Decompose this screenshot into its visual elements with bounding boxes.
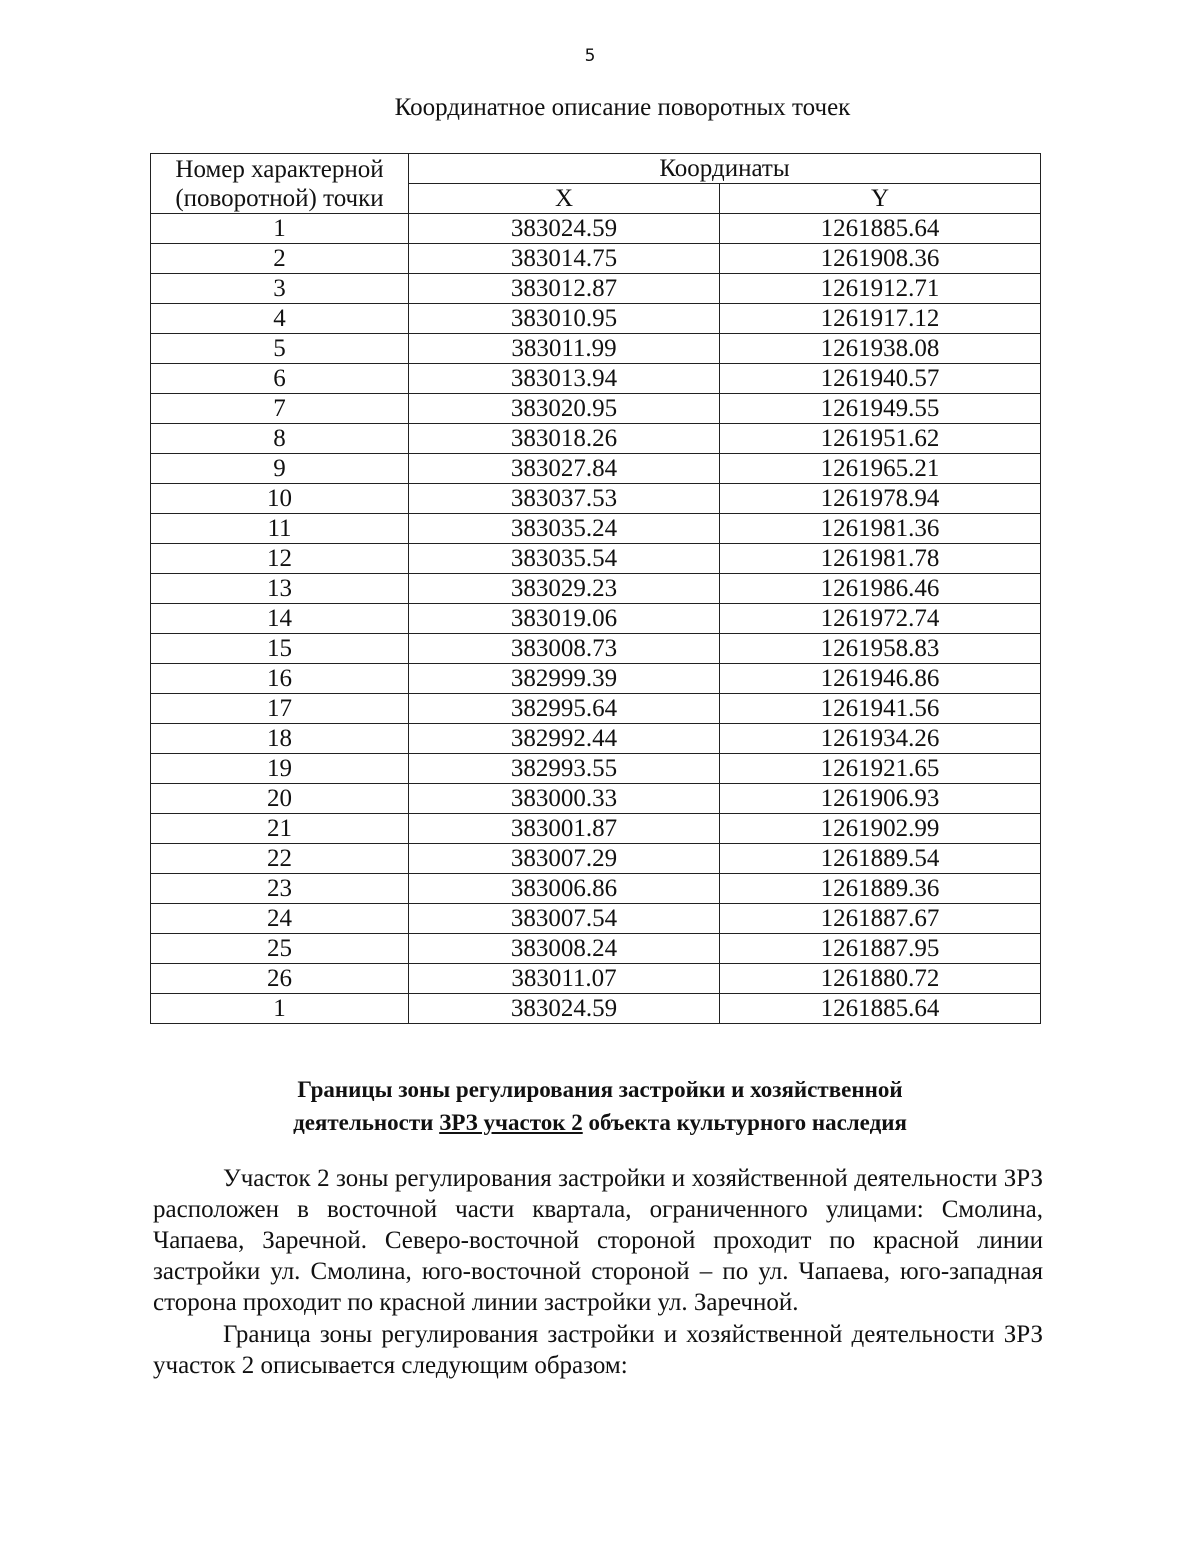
cell-x: 383027.84: [409, 454, 720, 484]
cell-point: 10: [151, 484, 409, 514]
cell-x: 383024.59: [409, 994, 720, 1024]
cell-x: 382993.55: [409, 754, 720, 784]
table-row: [151, 274, 1041, 304]
cell-x: 383007.54: [409, 904, 720, 934]
cell-y: 1261885.64: [720, 994, 1041, 1024]
cell-point: 1: [151, 994, 409, 1024]
table-row: [151, 394, 1041, 424]
cell-point: 5: [151, 334, 409, 364]
table-row: [151, 604, 1041, 634]
table-row: [151, 754, 1041, 784]
header-point-number: Номер характерной (поворотной) точки: [151, 154, 409, 214]
cell-x: 383011.99: [409, 334, 720, 364]
table-row: [151, 424, 1041, 454]
cell-point: 22: [151, 844, 409, 874]
page-number: 5: [584, 46, 596, 66]
cell-x: 383014.75: [409, 244, 720, 274]
table-row: [151, 364, 1041, 394]
cell-point: 3: [151, 274, 409, 304]
cell-y: 1261906.93: [720, 784, 1041, 814]
cell-point: 14: [151, 604, 409, 634]
cell-x: 382995.64: [409, 694, 720, 724]
cell-y: 1261889.36: [720, 874, 1041, 904]
section-heading-line1: Границы зоны регулирования застройки и хозяйственной: [297, 1077, 903, 1102]
cell-point: 18: [151, 724, 409, 754]
cell-y: 1261885.64: [720, 214, 1041, 244]
cell-point: 6: [151, 364, 409, 394]
cell-point: 9: [151, 454, 409, 484]
cell-x: 383000.33: [409, 784, 720, 814]
table-title: Координатное описание поворотных точек: [394, 94, 851, 121]
cell-y: 1261981.78: [720, 544, 1041, 574]
cell-y: 1261978.94: [720, 484, 1041, 514]
paragraph: Граница зоны регулирования застройки и хозяйственной деятельности ЗРЗ участок 2 описывается следующим образом:: [153, 1321, 1043, 1379]
cell-x: 382999.39: [409, 664, 720, 694]
cell-x: 383018.26: [409, 424, 720, 454]
table-row: [151, 844, 1041, 874]
cell-point: 2: [151, 244, 409, 274]
cell-x: 383035.24: [409, 514, 720, 544]
cell-point: 19: [151, 754, 409, 784]
table-row: [151, 964, 1041, 994]
cell-y: 1261940.57: [720, 364, 1041, 394]
cell-x: 383020.95: [409, 394, 720, 424]
section-heading-zone-name: ЗРЗ участок 2: [439, 1110, 583, 1135]
cell-x: 383007.29: [409, 844, 720, 874]
cell-point: 11: [151, 514, 409, 544]
cell-point: 26: [151, 964, 409, 994]
cell-y: 1261917.12: [720, 304, 1041, 334]
cell-point: 16: [151, 664, 409, 694]
cell-x: 383024.59: [409, 214, 720, 244]
table-row: [151, 454, 1041, 484]
table-row: [151, 574, 1041, 604]
cell-y: 1261972.74: [720, 604, 1041, 634]
cell-x: 383011.07: [409, 964, 720, 994]
cell-point: 17: [151, 694, 409, 724]
cell-y: 1261958.83: [720, 634, 1041, 664]
cell-point: 7: [151, 394, 409, 424]
header-x: X: [409, 184, 720, 214]
cell-point: 24: [151, 904, 409, 934]
paragraph: Участок 2 зоны регулирования застройки и хозяйственной деятельности ЗРЗ расположен в восточной части квартала, ограниченного улицами: Смолина, Чапаева, Заречной. Северо-восточной стороной проходит по красной линии застройки ул. Смолина, юго-восточной стороной – по ул. Чапаева, юго-западная сторона проходит по красной линии застройки ул. Заречной.: [153, 1165, 1043, 1316]
cell-x: 383006.86: [409, 874, 720, 904]
table-row: [151, 694, 1041, 724]
cell-y: 1261938.08: [720, 334, 1041, 364]
table-row: [151, 814, 1041, 844]
cell-point: 12: [151, 544, 409, 574]
table-row: [151, 784, 1041, 814]
cell-point: 21: [151, 814, 409, 844]
coordinates-table: [150, 153, 1041, 1024]
table-row: [151, 214, 1041, 244]
cell-y: 1261887.95: [720, 934, 1041, 964]
table-row: [151, 934, 1041, 964]
cell-point: 23: [151, 874, 409, 904]
cell-x: 382992.44: [409, 724, 720, 754]
cell-y: 1261949.55: [720, 394, 1041, 424]
cell-point: 8: [151, 424, 409, 454]
body-text: [153, 1163, 1043, 1381]
cell-x: 383035.54: [409, 544, 720, 574]
cell-y: 1261902.99: [720, 814, 1041, 844]
cell-y: 1261986.46: [720, 574, 1041, 604]
cell-x: 383008.24: [409, 934, 720, 964]
cell-x: 383029.23: [409, 574, 720, 604]
table-body: [151, 214, 1041, 1024]
cell-y: 1261981.36: [720, 514, 1041, 544]
table-row: [151, 874, 1041, 904]
cell-y: 1261908.36: [720, 244, 1041, 274]
table-row: [151, 724, 1041, 754]
table-row: [151, 304, 1041, 334]
header-y: Y: [720, 184, 1041, 214]
table-row: [151, 664, 1041, 694]
cell-y: 1261889.54: [720, 844, 1041, 874]
header-coordinates: Координаты: [409, 154, 1041, 184]
table-row: [151, 514, 1041, 544]
table-row: [151, 994, 1041, 1024]
cell-y: 1261912.71: [720, 274, 1041, 304]
cell-y: 1261946.86: [720, 664, 1041, 694]
cell-y: 1261941.56: [720, 694, 1041, 724]
cell-x: 383008.73: [409, 634, 720, 664]
cell-y: 1261951.62: [720, 424, 1041, 454]
cell-point: 4: [151, 304, 409, 334]
section-heading-line2: [160, 1106, 1040, 1139]
cell-x: 383019.06: [409, 604, 720, 634]
cell-point: 20: [151, 784, 409, 814]
cell-x: 383001.87: [409, 814, 720, 844]
cell-x: 383012.87: [409, 274, 720, 304]
cell-point: 1: [151, 214, 409, 244]
cell-y: 1261934.26: [720, 724, 1041, 754]
cell-point: 15: [151, 634, 409, 664]
table-row: [151, 484, 1041, 514]
cell-y: 1261965.21: [720, 454, 1041, 484]
cell-x: 383037.53: [409, 484, 720, 514]
section-heading: [160, 1073, 1040, 1139]
cell-y: 1261880.72: [720, 964, 1041, 994]
cell-x: 383010.95: [409, 304, 720, 334]
section-heading-line2-start: деятельности: [293, 1110, 440, 1135]
cell-point: 13: [151, 574, 409, 604]
table-row: [151, 334, 1041, 364]
table-row: [151, 904, 1041, 934]
cell-y: 1261887.67: [720, 904, 1041, 934]
table-row: [151, 244, 1041, 274]
cell-point: 25: [151, 934, 409, 964]
table-row: [151, 544, 1041, 574]
cell-y: 1261921.65: [720, 754, 1041, 784]
cell-x: 383013.94: [409, 364, 720, 394]
table-row: [151, 634, 1041, 664]
section-heading-line2-end: объекта культурного наследия: [582, 1110, 907, 1135]
